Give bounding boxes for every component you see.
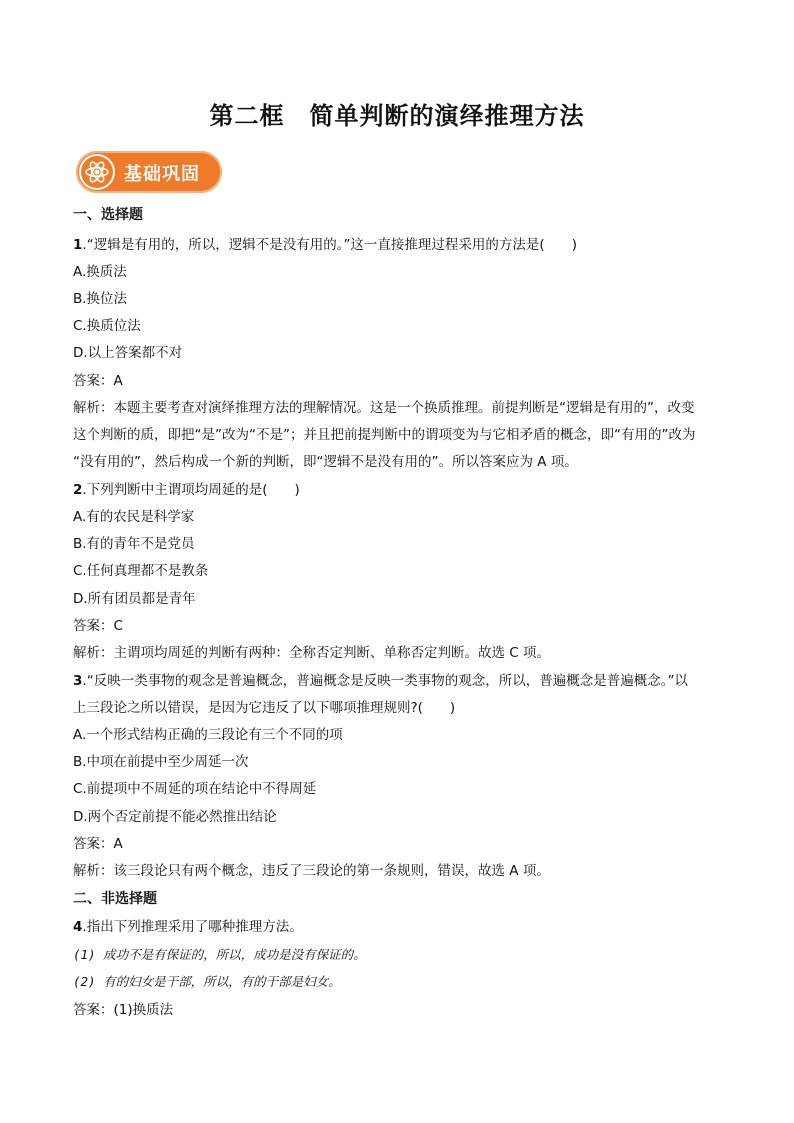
sub-item: (1) 成功不是有保证的，所以，成功是没有保证的。 <box>73 947 366 962</box>
question-text: .下列判断中主谓项均周延的是( ) <box>82 482 300 498</box>
option: A.有的农民是科学家 <box>73 509 195 525</box>
analysis-line: 解析：本题主要考查对演绎推理方法的理解情况。这是一个换质推理。前提判断是“逻辑是有用的”，改变 <box>73 400 695 416</box>
section-heading-choice: 一、选择题 <box>73 207 143 223</box>
question-4-stem <box>73 918 733 936</box>
analysis-line: 解析：主谓项均周延的判断有两种：全称否定判断、单称否定判断。故选 C 项。 <box>73 645 551 661</box>
answer: 答案：A <box>73 836 123 852</box>
option: D.所有团员都是青年 <box>73 591 196 607</box>
question-text: 上三段论之所以错误，是因为它违反了以下哪项推理规则?( ) <box>73 700 456 716</box>
question-text: .“逻辑是有用的，所以，逻辑不是没有用的。”这一直接推理过程采用的方法是( ) <box>82 237 577 253</box>
answer: 答案：C <box>73 618 123 634</box>
option: A.换质法 <box>73 264 127 280</box>
analysis-line: 解析：该三段论只有两个概念，违反了三段论的第一条规则，错误，故选 A 项。 <box>73 863 550 879</box>
sub-item: (2) 有的妇女是干部，所以，有的干部是妇女。 <box>73 974 341 989</box>
question-text: .指出下列推理采用了哪种推理方法。 <box>82 919 303 935</box>
option: C.换质位法 <box>73 318 141 334</box>
answer: 答案：(1)换质法 <box>73 1002 174 1018</box>
question-3-stem <box>73 672 733 690</box>
question-number: 3 <box>73 673 83 689</box>
question-number: 2 <box>73 482 83 498</box>
option: C.任何真理都不是教条 <box>73 563 209 579</box>
option: D.以上答案都不对 <box>73 345 183 361</box>
section-badge <box>76 151 222 193</box>
question-1-stem <box>73 236 733 254</box>
option: A.一个形式结构正确的三段论有三个不同的项 <box>73 727 343 743</box>
option: B.有的青年不是党员 <box>73 536 195 552</box>
badge-label: 基础巩固 <box>124 164 200 185</box>
analysis-line: “没有用的”，然后构成一个新的判断，即“逻辑不是没有用的”。所以答案应为 A 项。 <box>73 454 578 470</box>
question-text: .“反映一类事物的观念是普遍概念，普遍概念是反映一类事物的观念，所以，普遍概念是普遍概念。”以 <box>82 673 688 689</box>
question-2-stem <box>73 481 733 499</box>
option: C.前提项中不周延的项在结论中不得周延 <box>73 781 317 797</box>
answer: 答案：A <box>73 373 123 389</box>
page-title: 第二框 简单判断的演绎推理方法 <box>209 101 585 130</box>
section-heading-nonchoice: 二、非选择题 <box>73 891 157 907</box>
analysis-line: 这个判断的质，即把“是”改为“不是”；并且把前提判断中的谓项变为与它相矛盾的概念，即“有用的”改为 <box>73 427 696 443</box>
option: B.中项在前提中至少周延一次 <box>73 754 249 770</box>
question-number: 1 <box>73 237 83 253</box>
atom-icon <box>79 154 115 190</box>
question-number: 4 <box>73 919 83 935</box>
option: D.两个否定前提不能必然推出结论 <box>73 809 277 825</box>
option: B.换位法 <box>73 291 128 307</box>
